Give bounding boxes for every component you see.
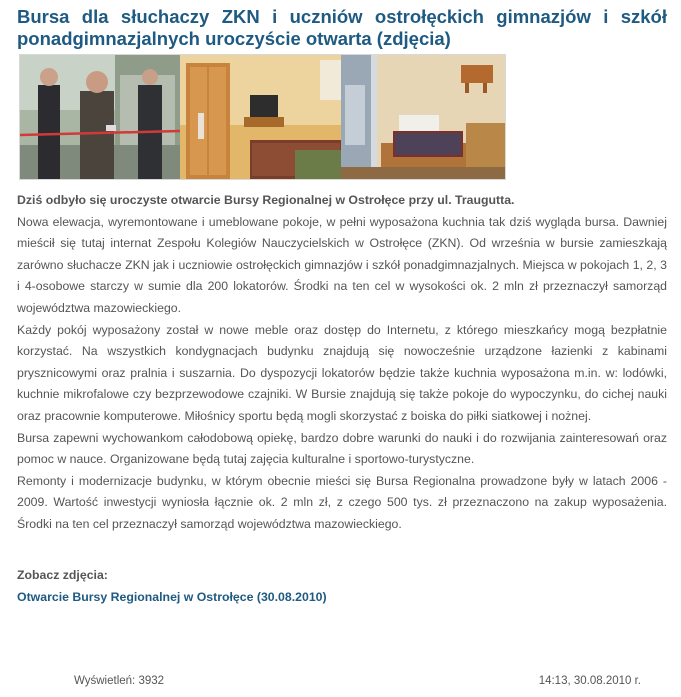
publish-timestamp: 14:13, 30.08.2010 r. xyxy=(538,675,641,687)
article-footer xyxy=(74,675,641,687)
dorm-room-beds-photo xyxy=(341,55,505,179)
photo-strip[interactable] xyxy=(19,54,506,180)
paragraph: Nowa elewacja, wyremontowane i umeblowane pokoje, w pełni wyposażona kuchnia tak dziś wygląda bursa. Dawniej mieścił się tutaj internat Zespołu Kolegiów Nauczycielskich w Ostrołęce (ZKN). Od września w bursie zamieszkają zarówno słuchacze ZKN jak i uczniowie ostrołęckich gimnazjów i szkół ponadgimnazjalnych. Miejsca w pokojach 1, 2, 3 i 4-osobowe starczy w sumie dla 200 lokatorów. Środki na ten cel w wysokości ok. 2 mln zł przeznaczył samorząd województwa mazowieckiego. xyxy=(17,214,667,315)
article-lead: Dziś odbyło się uroczyste otwarcie Bursy Regionalnej w Ostrołęce przy ul. Traugutta. xyxy=(17,193,515,207)
gallery-link[interactable]: Otwarcie Bursy Regionalnej w Ostrołęce (30.08.2010) xyxy=(17,589,327,604)
view-count: Wyświetleń: 3932 xyxy=(74,675,165,687)
dorm-room-wardrobe-photo xyxy=(180,55,341,179)
article xyxy=(17,6,667,608)
paragraph: Bursa zapewni wychowankom całodobową opiekę, bardzo dobre warunki do nauki i do rozwijania zainteresowań oraz pomoc w nauce. Organizowane będą tutaj zajęcia kulturalne i sportowo-turystyczne. xyxy=(17,430,667,467)
article-title: Bursa dla słuchaczy ZKN i uczniów ostrołęckich gimnazjów i szkół ponadgimnazjalnych uroczyście otwarta (zdjęcia) xyxy=(17,6,667,49)
paragraph: Remonty i modernizacje budynku, w którym obecnie mieści się Bursa Regionalna prowadzone były w latach 2006 - 2009. Wartość inwestycji wyniosła łącznie ok. 2 mln zł, z czego 500 tys. zł przeznaczono na zakup wyposażenia. Środki na ten cel przeznaczył samorząd województwa mazowieckiego. xyxy=(17,473,667,531)
see-photos-label: Zobacz zdjęcia: xyxy=(17,567,108,582)
article-body xyxy=(17,190,667,536)
paragraph: Każdy pokój wyposażony został w nowe meble oraz dostęp do Internetu, z którego mieszkańcy mogą bezpłatnie korzystać. Na wszystkich kondygnacjach budynku znajdują się nowocześnie urządzone łazienki z kabinami prysznicowymi oraz pralnia i suszarnia. Do dyspozycji lokatorów będzie także kuchnia wyposażona m.in. w: lodówki, kuchnie mikrofalowe czy bezprzewodowe czajniki. W Bursie znajdują się także pokoje do wypoczynku, do cichej nauki oraz pracownie komputerowe. Miłośnicy sportu będą mogli skorzystać z boiska do piłki siatkowej i nożnej. xyxy=(17,322,667,423)
ribbon-cutting-photo xyxy=(20,55,180,179)
